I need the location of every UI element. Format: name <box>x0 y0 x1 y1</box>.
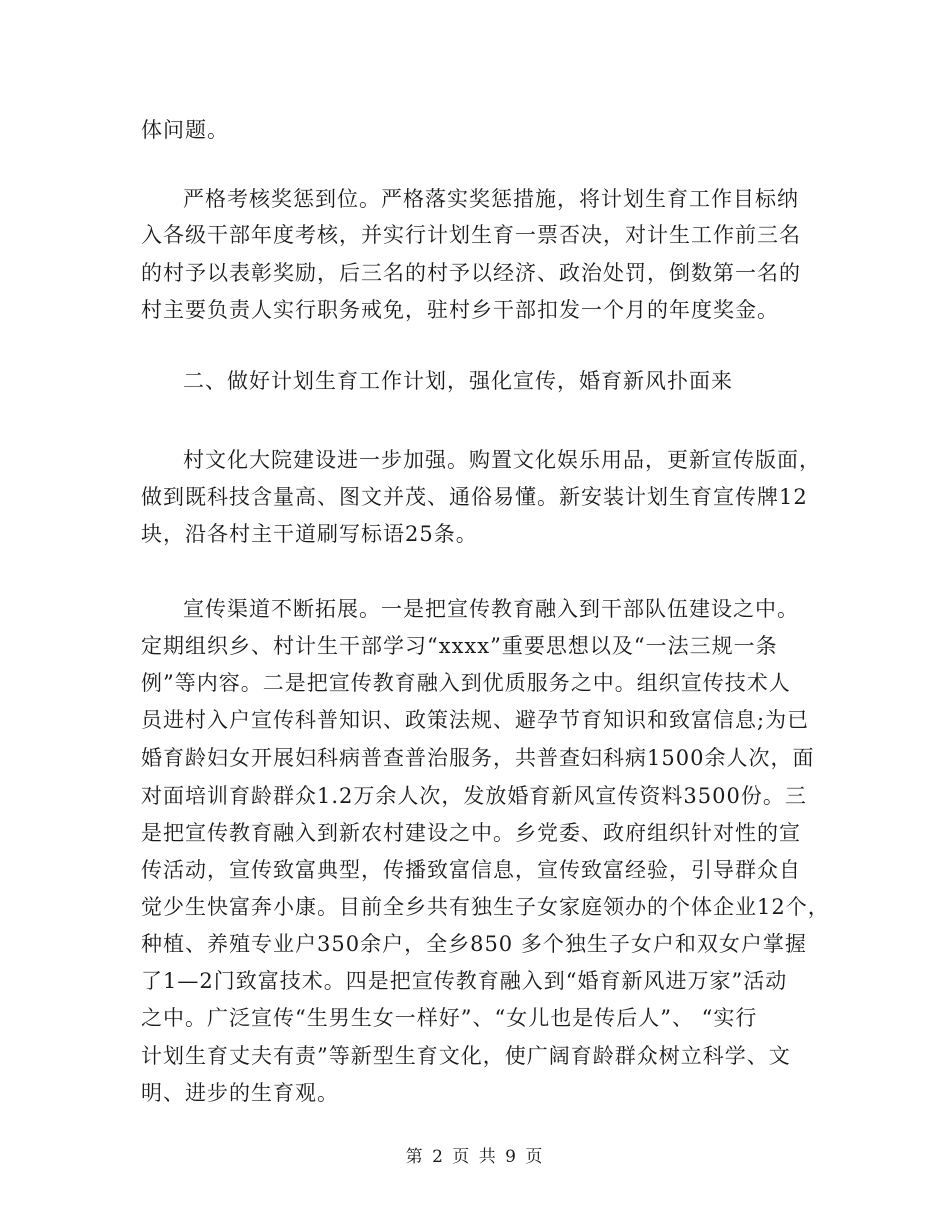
paragraph-line: 例”等内容。二是把宣传教育融入到优质服务之中。组织宣传技术人 <box>141 671 791 695</box>
paragraph-line: 传活动，宣传致富典型，传播致富信息，宣传致富经验，引导群众自 <box>141 858 801 882</box>
paragraph-line: 了1—2门致富技术。四是把宣传教育融入到“婚育新风进万家”活动 <box>141 969 788 993</box>
paragraph-line: 是把宣传教育融入到新农村建设之中。乡党委、政府组织针对性的宣 <box>141 821 801 845</box>
paragraph-line: 之中。广泛宣传“生男生女一样好”、“女儿也是传后人”、 “实行 <box>141 1006 758 1030</box>
paragraph-line: 明、进步的生育观。 <box>141 1081 339 1105</box>
paragraph-line: 种植、养殖专业户350余户，全乡850 多个独生子女户和双女户掌握 <box>141 932 807 956</box>
paragraph-line: 计划生育丈夫有责”等新型生育文化，使广阔育龄群众树立科学、文 <box>141 1044 791 1068</box>
paragraph-line: 做到既科技含量高、图文并茂、通俗易懂。新安装计划生育宣传牌12 <box>141 485 808 509</box>
paragraph-line: 村文化大院建设进一步加强。购置文化娱乐用品，更新宣传版面， <box>183 448 821 472</box>
page-number: 第 2 页 共 9 页 <box>405 1147 545 1167</box>
paragraph-line: 严格考核奖惩到位。严格落实奖惩措施，将计划生育工作目标纳 <box>183 187 799 211</box>
paragraph-line: 块，沿各村主干道刷写标语25条。 <box>141 522 478 546</box>
paragraph-line: 体问题。 <box>141 118 229 142</box>
paragraph-line: 宣传渠道不断拓展。一是把宣传教育融入到干部队伍建设之中。 <box>183 597 799 621</box>
paragraph-line: 定期组织乡、村计生干部学习“xxxx”重要思想以及“一法三规一条 <box>141 634 778 658</box>
paragraph-line: 婚育龄妇女开展妇科病普查普治服务，共普查妇科病1500余人次，面 <box>141 746 815 770</box>
paragraph-line: 员进村入户宣传科普知识、政策法规、避孕节育知识和致富信息;为已 <box>141 708 810 732</box>
paragraph-line: 觉少生快富奔小康。目前全乡共有独生子女家庭领办的个体企业12个， <box>141 895 830 919</box>
paragraph-line: 对面培训育龄群众1.2万余人次，发放婚育新风宣传资料3500份。三 <box>141 784 807 808</box>
paragraph-line: 的村予以表彰奖励，后三名的村予以经济、政治处罚，倒数第一名的 <box>141 261 801 285</box>
paragraph-line: 入各级干部年度考核，并实行计划生育一票否决，对计生工作前三名 <box>141 223 801 247</box>
paragraph-line: 村主要负责人实行职务戒免，驻村乡干部扣发一个月的年度奖金。 <box>141 298 779 322</box>
section-heading: 二、做好计划生育工作计划，强化宣传，婚育新风扑面来 <box>183 369 733 393</box>
